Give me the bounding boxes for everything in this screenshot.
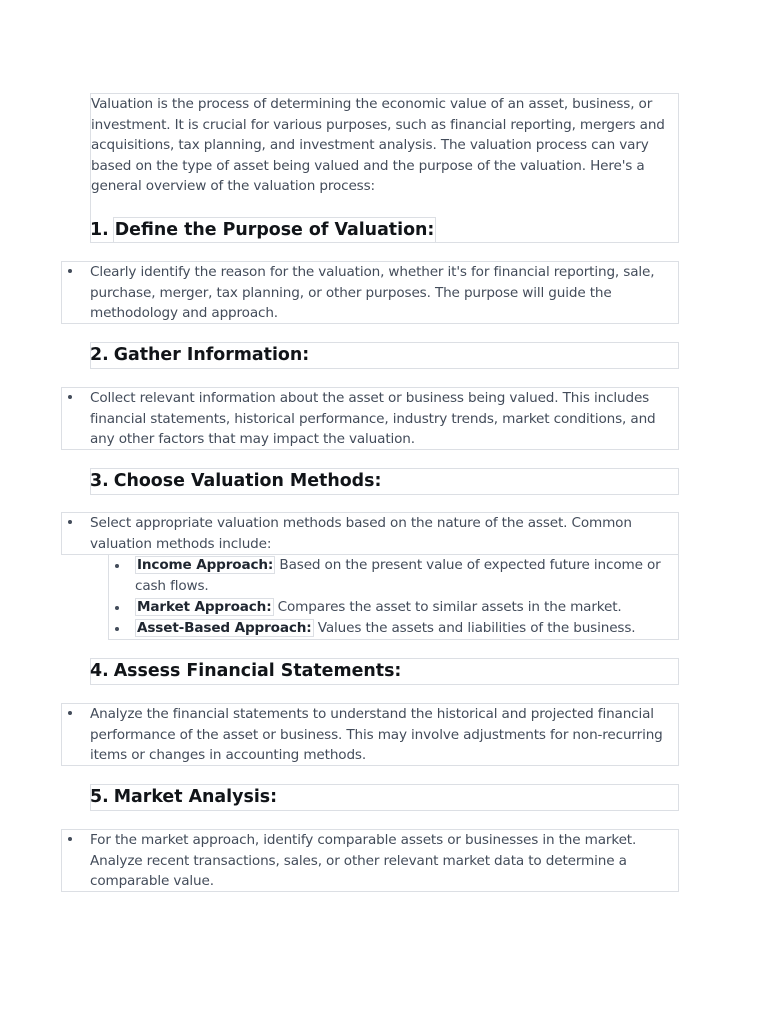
list-item-text: For the market approach, identify comparable assets or businesses in the market. Analyze recent transactions, sales, or other relevant market data to determine a comparable value. [90,832,637,890]
section-3-heading [90,469,382,493]
method-name: Asset-Based Approach: [137,620,312,636]
method-name: Income Approach: [137,557,274,573]
sub-list-item [135,597,675,618]
section-number: 4. [90,661,109,681]
sub-list-item [135,618,675,639]
list-item-text: Analyze the financial statements to understand the historical and projected financial performance of the asset or business. This may involve adjustments for non-recurring items or changes in accounting methods. [90,706,663,764]
bullet-icon [115,627,119,631]
intro-paragraph: Valuation is the process of determining the economic value of an asset, business, or investment. It is crucial for various purposes, such as financial reporting, mergers and acquisitions, tax planning, and investment analysis. The valuation process can vary based on the type of asset being valued and the purpose of the valuation. Here's a general overview of the valuation process: [90,93,679,243]
section-title: Define the Purpose of Valuation: [113,217,437,243]
section-title: Market Analysis: [113,787,278,807]
method-description: Compares the asset to similar assets in the market. [273,599,622,615]
list-item-text: Collect relevant information about the asset or business being valued. This includes financial statements, historical performance, industry trends, market conditions, and any other factors that may impact the valuation. [90,390,656,448]
list-item [61,512,679,555]
list-item [61,703,679,766]
bullet-icon [68,520,72,524]
section-title: Gather Information: [113,345,310,365]
section-2-heading [90,343,310,367]
list-item [61,387,679,450]
section-number: 2. [90,345,109,365]
section-number: 5. [90,787,109,807]
section-title: Assess Financial Statements: [113,661,402,681]
section-5-heading [90,785,278,809]
list-item-text: Select appropriate valuation methods based on the nature of the asset. Common valuation methods include: [90,515,632,552]
method-description: Values the assets and liabilities of the business. [313,620,636,636]
method-name: Market Approach: [137,599,272,615]
list-item-text: Clearly identify the reason for the valuation, whether it's for financial reporting, sale, purchase, merger, tax planning, or other purposes. The purpose will guide the methodology and approach. [90,264,655,322]
bullet-icon [115,564,119,568]
list-item [61,829,679,892]
bullet-icon [68,711,72,715]
bullet-icon [68,837,72,841]
bullet-icon [68,395,72,399]
list-item [61,261,679,324]
sub-list-item [135,555,675,596]
bullet-icon [68,269,72,273]
section-4-heading [90,659,402,683]
section-title: Choose Valuation Methods: [113,471,382,491]
method-description: Based on the present value of expected future income or cash flows. [135,557,661,594]
section-number: 3. [90,471,109,491]
section-1-heading [90,217,436,243]
bullet-icon [115,606,119,610]
section-number: 1. [90,220,109,240]
